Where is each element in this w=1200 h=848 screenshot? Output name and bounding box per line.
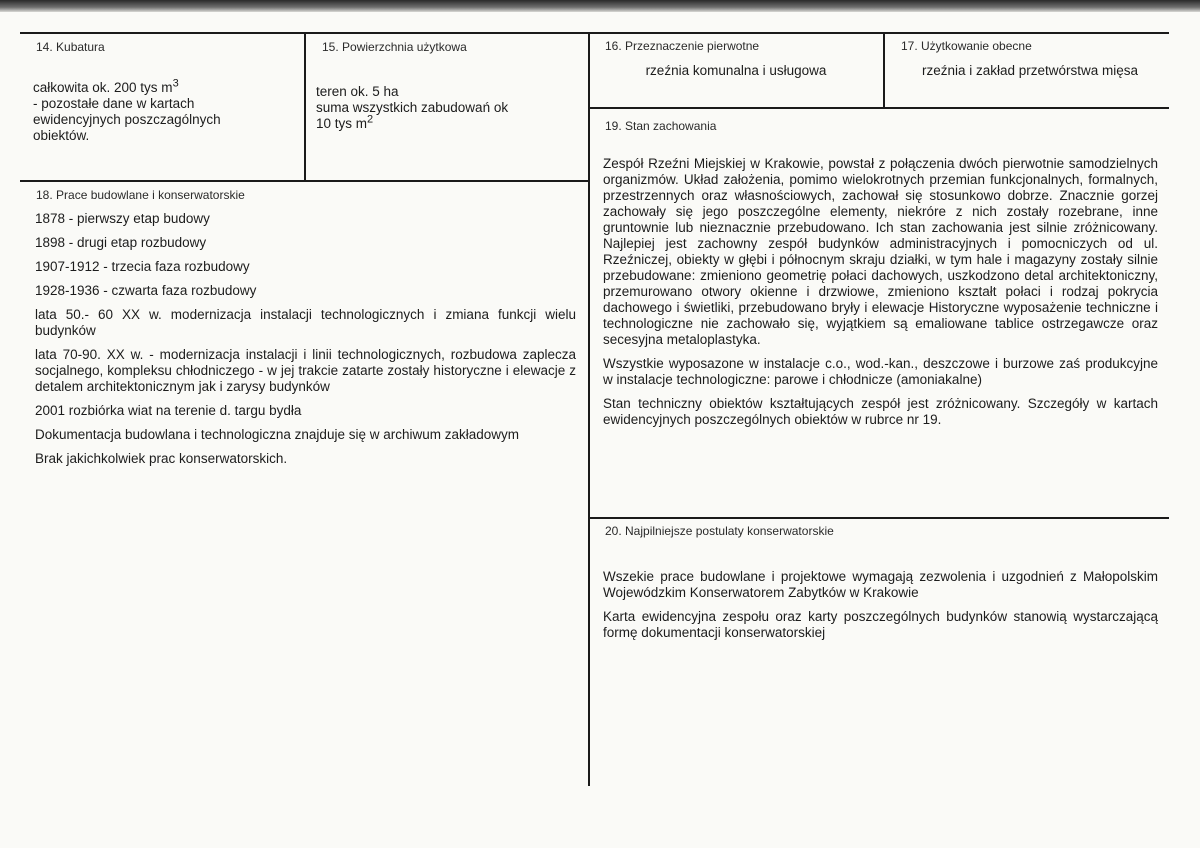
section-18-label: 18. Prace budowlane i konserwatorskie	[36, 188, 245, 202]
area-buildings: suma wszystkich zabudowań ok	[316, 100, 509, 115]
scan-top-edge	[0, 0, 1200, 12]
work-item: 1928-1936 - czwarta faza rozbudowy	[35, 283, 257, 298]
kubatura-note: - pozostałe dane w kartach ewidencyjnych poszczagólnych obiektów.	[33, 96, 221, 143]
area-buildings-value: 10 tys $m^2$	[316, 113, 374, 131]
postulate-paragraph-2: Karta ewidencyjna zespołu oraz karty poszczególnych budynków stanowią wystarczającą formę dokumentacji konserwatorskiej	[603, 609, 1158, 640]
section-16-value: rzeźnia komunalna i usługowa	[645, 63, 827, 78]
section-14-content	[33, 77, 283, 144]
divider-vertical-main	[588, 32, 590, 786]
divider-19-20	[589, 517, 1169, 519]
work-item: 1898 - drugi etap rozbudowy	[35, 235, 207, 250]
work-item: Dokumentacja budowlana i technologiczna znajduje się w archiwum zakładowym	[35, 427, 520, 442]
work-item: lata 50.- 60 XX w. modernizacja instalacji technologicznych i zmiana funkcji wielu budynków	[35, 307, 576, 338]
kubatura-unit-exponent: 3	[172, 77, 179, 90]
divider-vertical-14-15	[304, 32, 306, 180]
work-item: 1907-1912 - trzecia faza rozbudowy	[35, 259, 250, 274]
work-item: lata 70-90. XX w. - modernizacja instalacji i linii technologicznych, rozbudowa zaplecza socjalnego, kompleksu chłodniczego - w jej trakcie zatarte zostały historyczne i elewacje z detalem architektonicznym jak i zarysy budynków	[35, 347, 576, 394]
section-14-label: 14. Kubatura	[36, 40, 105, 54]
area-unit-exponent: 2	[367, 113, 374, 126]
section-15-content	[316, 84, 576, 132]
record-card-sheet	[0, 12, 1200, 848]
work-item: 1878 - pierwszy etap budowy	[35, 211, 210, 226]
divider-16-17-bottom	[589, 107, 1169, 109]
condition-paragraph-1: Zespół Rzeźni Miejskiej w Krakowie, powstał z połączenia dwóch pierwotnie samodzielnych organizmów. Układ założenia, pomimo wielokrotnych przemian funkcjonalnych, formalnych, przestrzennych oraz własnościowych, zachował się stosunkowo dobrze. Znacznie gorzej zachowały się jego poszczególne elementy, niekróre z nich zostały rozebrane, inne gruntownie lub nieznacznie przebudowano. Ich stan zachowania jest silnie zróżnicowany. Najlepiej jest zachowny zespół budynków administracyjnych i pomocniczych od ul. Rzeźniczej, obiekty w głębi i północnym skraju działki, w tym hale i magazyny zostały silnie przebudowane: zmieniono geometrię połaci dachowych, uszkodzono detal architektoniczny, przemurowano otwory okienne i drzwiowe, zmieniono kształt połaci i rodzaj pokrycia dachowego i świetliki, przebudowano bryły i elewacje Historyczne wyposażenie techniczne i technologiczne nie zachowało się, wyjątkiem są emaliowane tablice ostrzegawcze oraz secesyjna metaloplastyka.	[603, 156, 1158, 347]
area-terrain: teren ok. 5 ha	[316, 84, 399, 99]
section-18-list	[35, 211, 576, 475]
section-20-label: 20. Najpilniejsze postulaty konserwatorskie	[605, 524, 834, 538]
section-17-label: 17. Użytkowanie obecne	[901, 39, 1032, 53]
section-19-content	[603, 156, 1158, 436]
section-19-label: 19. Stan zachowania	[605, 119, 717, 133]
condition-paragraph-2: Wszystkie wyposazone w instalacje c.o., wod.-kan., deszczowe i burzowe zaś produkcyjne w instalacje technologiczne: parowe i chłodnicze (amoniakalne)	[603, 356, 1158, 387]
condition-paragraph-3: Stan techniczny obiektów kształtujących zespół jest zróżnicowany. Szczegóły w kartach ewidencyjnych poszczególnych obiektów w rubrce nr 19.	[603, 396, 1158, 427]
section-16-label: 16. Przeznaczenie pierwotne	[605, 39, 760, 53]
work-item: Brak jakichkolwiek prac konserwatorskich.	[35, 451, 288, 466]
kubatura-total: całkowita ok. 200 tys $m^3$	[33, 77, 179, 95]
divider-14-15-bottom	[20, 180, 589, 182]
section-17-value: rzeźnia i zakład przetwórstwa mięsa	[921, 63, 1139, 78]
postulate-paragraph-1: Wszekie prace budowlane i projektowe wymagają zezwolenia i uzgodnień z Małopolskim Wojewódzkim Konserwatorem Zabytków w Krakowie	[603, 569, 1158, 600]
section-20-content	[603, 569, 1158, 649]
divider-top	[20, 32, 1169, 34]
section-15-label: 15. Powierzchnia użytkowa	[322, 40, 467, 54]
work-item: 2001 rozbiórka wiat na terenie d. targu bydła	[35, 403, 302, 418]
